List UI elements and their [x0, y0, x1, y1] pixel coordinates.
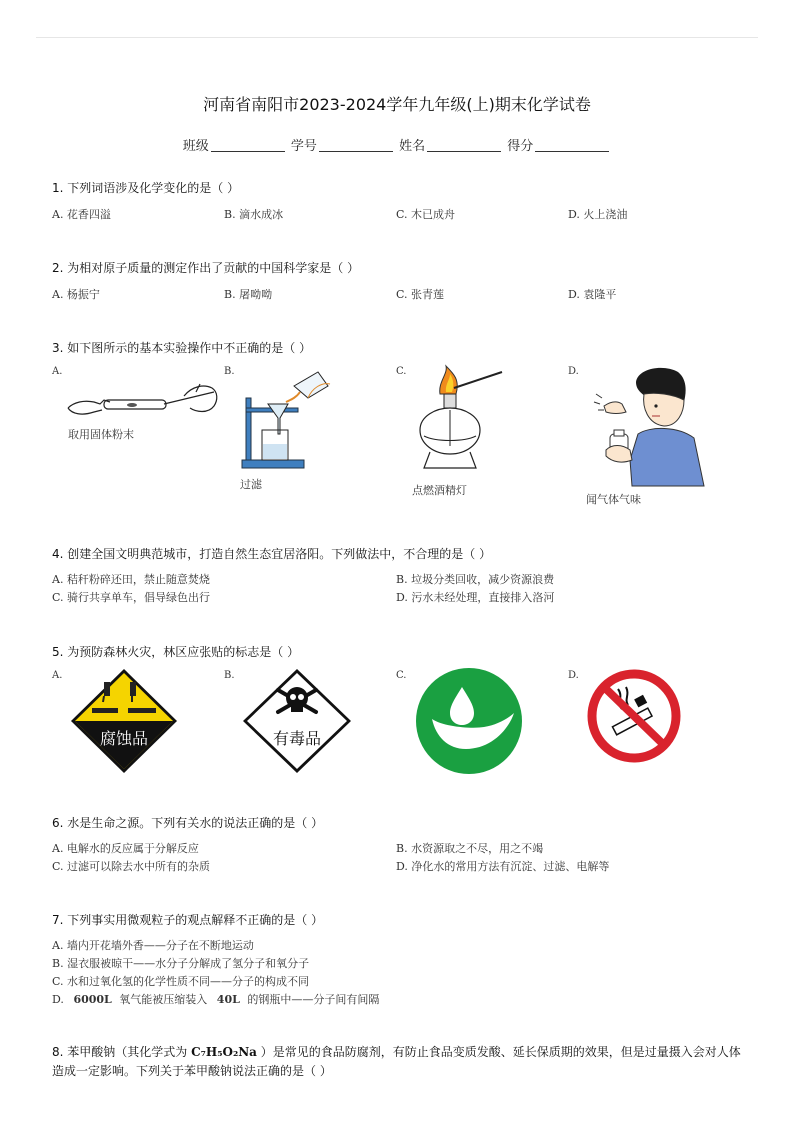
- corrosive-sign: [70, 668, 178, 774]
- q7-volume-2: 40L: [216, 993, 240, 1006]
- q4-option-b[interactable]: B. 垃圾分类回收，减少资源浪费: [396, 573, 555, 586]
- q7-option-d-letter: D.: [52, 993, 64, 1006]
- q1-option-a[interactable]: A. 花香四溢: [52, 208, 111, 221]
- q7-d-text-1: 氧气能被压缩装入: [119, 993, 208, 1006]
- no-smoking-sign-icon: [586, 669, 682, 763]
- q7-volume-1: 6000L: [73, 993, 112, 1006]
- question-4-stem: 4. 创建全国文明典范城市，打造自然生态宜居洛阳。下列做法中，不合理的是（ ）: [52, 547, 492, 561]
- q5-label-a[interactable]: A.: [52, 670, 63, 681]
- powder-spatula-illustration: [64, 378, 224, 428]
- q7-option-a[interactable]: A. 墙内开花墙外香——分子在不断地运动: [52, 939, 254, 952]
- q6-option-a[interactable]: A. 电解水的反应属于分解反应: [52, 842, 199, 855]
- q2-option-a[interactable]: A. 杨振宁: [52, 288, 100, 301]
- q8-stem-part1: 8. 苯甲酸钠（其化学式为: [52, 1045, 188, 1059]
- q3-caption-a: 取用固体粉末: [68, 428, 134, 441]
- q8-stem-part2: ）是常见的食品防腐剂，有防止食品变质发酸、延长保质期的效果，但是过量摄入会对人体造成一定影响。下列关于苯甲酸钠说法正确的是（ ）: [52, 1045, 741, 1078]
- student-info-line: [0, 135, 794, 154]
- q5-label-d[interactable]: D.: [568, 670, 579, 681]
- q6-option-d[interactable]: D. 净化水的常用方法有沉淀、过滤、电解等: [396, 860, 610, 873]
- q7-option-b[interactable]: B. 湿衣服被晾干——水分子分解成了氢分子和氧分子: [52, 957, 310, 970]
- q5-label-b[interactable]: B.: [224, 670, 235, 681]
- q2-option-c[interactable]: C. 张青莲: [396, 288, 445, 301]
- corrosive-diamond-icon: [70, 668, 178, 774]
- q2-option-d[interactable]: D. 袁隆平: [568, 288, 617, 301]
- q3-caption-c: 点燃酒精灯: [412, 484, 467, 497]
- question-2-stem: 2. 为相对原子质量的测定作出了贡献的中国科学家是（ ）: [52, 261, 360, 275]
- question-7-stem: 7. 下列事实用微观粒子的观点解释不正确的是（ ）: [52, 913, 324, 927]
- q6-option-c[interactable]: C. 过滤可以除去水中所有的杂质: [52, 860, 211, 873]
- header-rule: [36, 37, 758, 38]
- corrosive-sign-text: 腐蚀品: [99, 729, 148, 748]
- question-1-stem: 1. 下列词语涉及化学变化的是（ ）: [52, 181, 240, 195]
- q4-option-d[interactable]: D. 污水未经处理，直接排入洛河: [396, 591, 555, 604]
- question-3-stem: 3. 如下图所示的基本实验操作中不正确的是（ ）: [52, 341, 312, 355]
- smell-gas-illustration: [592, 364, 714, 490]
- q3-label-d[interactable]: D.: [568, 366, 579, 377]
- name-blank[interactable]: [427, 139, 501, 152]
- q8-formula: C₇H₅O₂Na: [191, 1045, 257, 1059]
- q4-option-c[interactable]: C. 骑行共享单车，倡导绿色出行: [52, 591, 211, 604]
- q1-option-c[interactable]: C. 木已成舟: [396, 208, 456, 221]
- toxic-sign: [242, 668, 352, 774]
- skull-crossbones-icon: [242, 668, 352, 774]
- question-5-stem: 5. 为预防森林火灾，林区应张贴的标志是（ ）: [52, 645, 300, 659]
- filtration-illustration: [238, 362, 338, 474]
- class-label: 班级: [182, 139, 209, 154]
- q1-option-b[interactable]: B. 滴水成冰: [224, 208, 284, 221]
- q2-option-b[interactable]: B. 屠呦呦: [224, 288, 273, 301]
- toxic-sign-text: 有毒品: [272, 729, 321, 748]
- alcohol-lamp-illustration: [410, 364, 510, 476]
- number-blank[interactable]: [319, 139, 393, 152]
- q7-option-d[interactable]: [52, 991, 379, 1007]
- q3-caption-d: 闻气体气味: [586, 493, 641, 506]
- q1-option-d[interactable]: D. 火上浇油: [568, 208, 628, 221]
- score-label: 得分: [507, 139, 534, 154]
- page-title: 河南省南阳市2023-2024学年九年级(上)期末化学试卷: [203, 95, 591, 114]
- name-label: 姓名: [399, 139, 426, 154]
- question-8-stem: [52, 1043, 742, 1081]
- score-blank[interactable]: [535, 139, 609, 152]
- q3-label-b[interactable]: B.: [224, 366, 235, 377]
- class-blank[interactable]: [211, 139, 285, 152]
- question-6-stem: 6. 水是生命之源。下列有关水的说法正确的是（ ）: [52, 816, 324, 830]
- q3-label-c[interactable]: C.: [396, 366, 407, 377]
- q7-option-c[interactable]: C. 水和过氧化氢的化学性质不同——分子的构成不同: [52, 975, 310, 988]
- q4-option-a[interactable]: A. 秸秆粉碎还田，禁止随意焚烧: [52, 573, 210, 586]
- q6-option-b[interactable]: B. 水资源取之不尽，用之不竭: [396, 842, 544, 855]
- q3-caption-b: 过滤: [240, 478, 262, 491]
- number-label: 学号: [290, 139, 317, 154]
- q3-label-a[interactable]: A.: [52, 366, 63, 377]
- q5-label-c[interactable]: C.: [396, 670, 407, 681]
- q7-d-text-2: 的钢瓶中——分子间有间隔: [247, 993, 380, 1006]
- water-saving-sign-icon: [414, 667, 524, 775]
